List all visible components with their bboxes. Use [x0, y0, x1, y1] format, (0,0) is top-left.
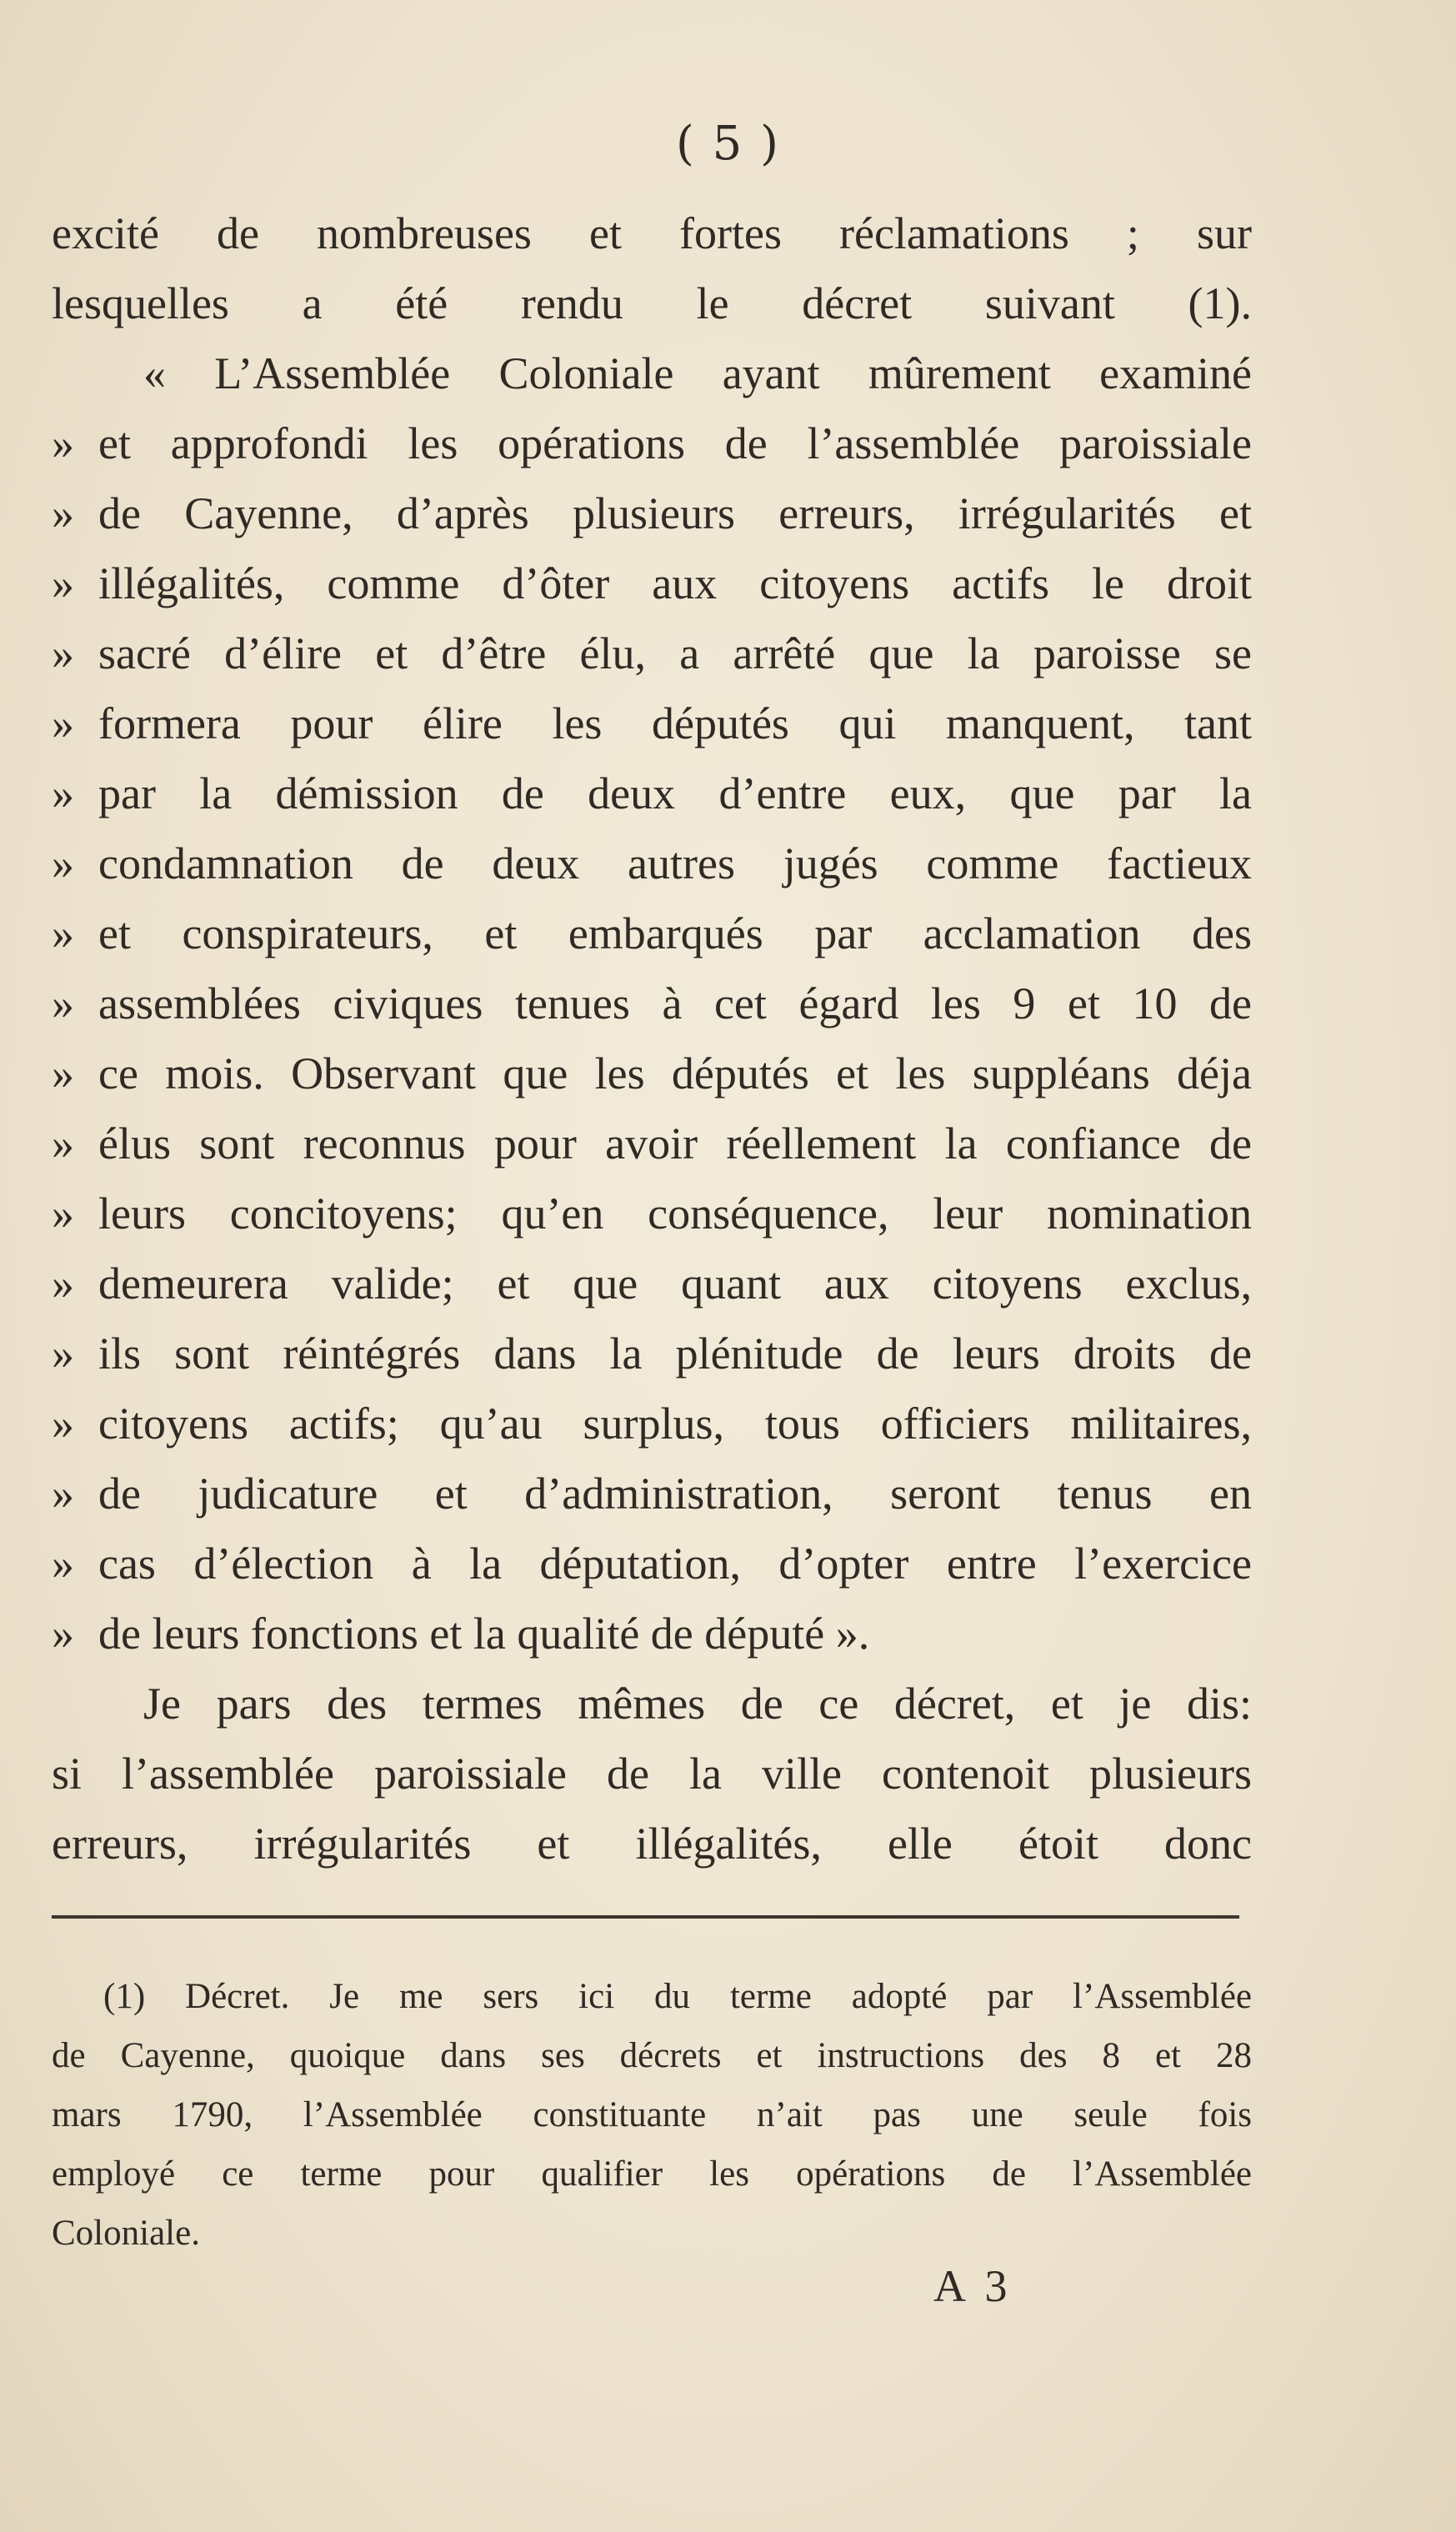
- text-line: lesquelles a été rendu le décret suivant (1).: [52, 278, 1252, 328]
- quoted-line: » de judicature et d’administration, seront tenus en: [52, 1459, 1252, 1529]
- footnote-line: Coloniale.: [52, 2214, 200, 2253]
- quote-mark: »: [52, 558, 74, 608]
- quoted-line: » par la démission de deux d’entre eux, que par la: [52, 758, 1252, 828]
- text-line: Je pars des termes mêmes de ce décret, et je dis:: [143, 1679, 1252, 1729]
- quote-mark: »: [52, 1118, 74, 1168]
- quote-mark: »: [52, 768, 74, 818]
- quoted-line: » leurs concitoyens; qu’en conséquence, leur nomination: [52, 1178, 1252, 1248]
- footnote-line: de Cayenne, quoique dans ses décrets et instructions des 8 et 28: [52, 2036, 1252, 2075]
- quote-mark: »: [52, 418, 74, 468]
- footnote-divider: [52, 1915, 1239, 1919]
- quote-mark: »: [52, 1258, 74, 1309]
- quoted-line: » condamnation de deux autres jugés comme factieux: [52, 828, 1252, 898]
- quoted-line: » ils sont réintégrés dans la plénitude de leurs droits de: [52, 1319, 1252, 1389]
- quote-mark: »: [52, 1188, 74, 1238]
- quote-mark: »: [52, 1469, 74, 1519]
- quoted-line: » formera pour élire les députés qui manquent, tant: [52, 688, 1252, 758]
- text-line: excité de nombreuses et fortes réclamations ; sur: [52, 208, 1252, 258]
- quote-mark: »: [52, 1609, 74, 1659]
- quoted-line: » illégalités, comme d’ôter aux citoyens actifs le droit: [52, 548, 1252, 618]
- quoted-line: » élus sont reconnus pour avoir réellement la confiance de: [52, 1108, 1252, 1178]
- quoted-line: » et conspirateurs, et embarqués par acclamation des: [52, 898, 1252, 968]
- quote-mark: »: [52, 978, 74, 1028]
- footnote-line: mars 1790, l’Assemblée constituante n’ait pas une seule fois: [52, 2095, 1252, 2134]
- text-line: « L’Assemblée Coloniale ayant mûrement examiné: [143, 348, 1252, 398]
- quote-mark: »: [52, 628, 74, 678]
- quoted-line: » de Cayenne, d’après plusieurs erreurs, irrégularités et: [52, 478, 1252, 548]
- quoted-line: » demeurera valide; et que quant aux citoyens exclus,: [52, 1248, 1252, 1319]
- quoted-line: » assemblées civiques tenues à cet égard les 9 et 10 de: [52, 968, 1252, 1038]
- quoted-line: » citoyens actifs; qu’au surplus, tous officiers militaires,: [52, 1389, 1252, 1459]
- quote-mark: »: [52, 1329, 74, 1379]
- quoted-line: » et approfondi les opérations de l’assemblée paroissiale: [52, 408, 1252, 478]
- main-text: [52, 198, 1252, 1879]
- quoted-line: » cas d’élection à la députation, d’opter entre l’exercice: [52, 1529, 1252, 1599]
- quoted-line: » sacré d’élire et d’être élu, a arrêté que la paroisse se: [52, 618, 1252, 688]
- text-line: si l’assemblée paroissiale de la ville contenoit plusieurs: [52, 1749, 1252, 1799]
- quoted-line: » de leurs fonctions et la qualité de député ».: [52, 1599, 1252, 1669]
- quote-mark: »: [52, 1399, 74, 1449]
- quote-mark: »: [52, 838, 74, 888]
- quote-mark: »: [52, 1539, 74, 1589]
- quote-mark: »: [52, 698, 74, 748]
- signature-mark: A 3: [933, 2261, 1013, 2311]
- footnote-line: employé ce terme pour qualifier les opérations de l’Assemblée: [52, 2154, 1252, 2194]
- text-line: erreurs, irrégularités et illégalités, elle étoit donc: [52, 1819, 1252, 1869]
- quoted-line: » ce mois. Observant que les députés et les suppléans déja: [52, 1038, 1252, 1108]
- quote-mark: »: [52, 908, 74, 958]
- footnote-line: (1) Décret. Je me sers ici du terme adopté par l’Assemblée: [103, 1977, 1252, 2016]
- quote-mark: »: [52, 1048, 74, 1098]
- page-number: ( 5 ): [676, 117, 780, 171]
- quote-mark: »: [52, 488, 74, 538]
- footnote: [52, 1967, 1252, 2263]
